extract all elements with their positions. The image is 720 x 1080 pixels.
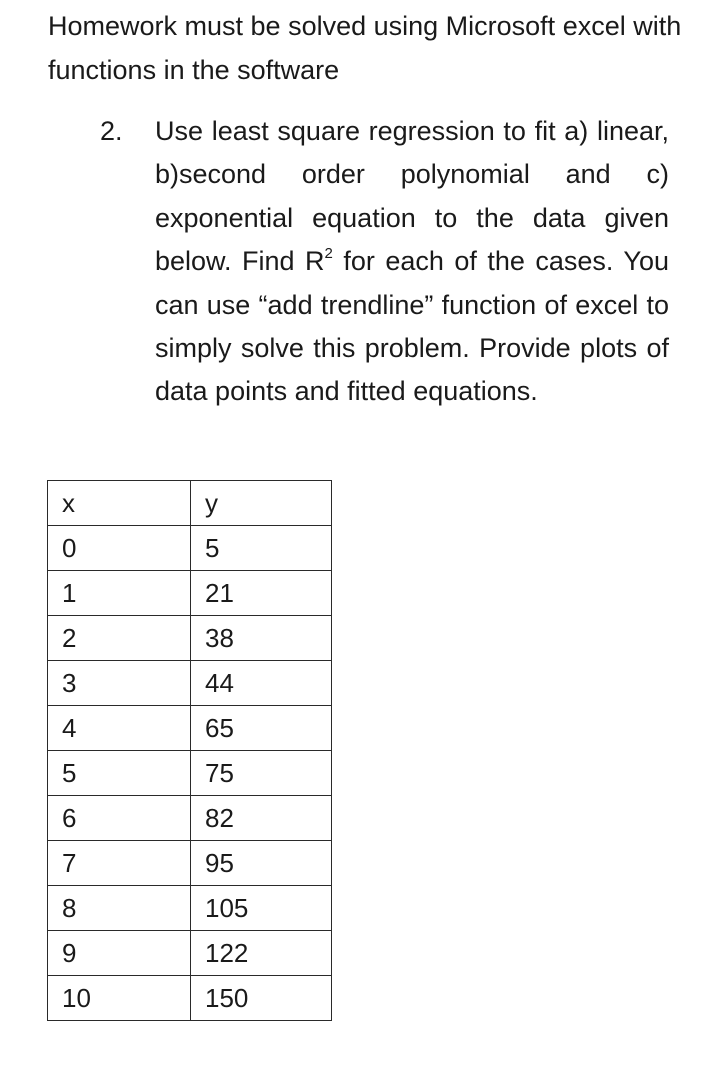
data-table bbox=[47, 480, 332, 1021]
problem-text-part-2: for each of the cases. You can use “add trendline” function of excel to simply solve this problem. Provide plots of data points and fitted equations. bbox=[155, 246, 669, 407]
table-row bbox=[48, 796, 332, 841]
cell-x: 2 bbox=[48, 616, 191, 661]
cell-y: 44 bbox=[191, 661, 332, 706]
cell-x: 9 bbox=[48, 931, 191, 976]
table-row bbox=[48, 616, 332, 661]
cell-y: 38 bbox=[191, 616, 332, 661]
table-row bbox=[48, 931, 332, 976]
table-row bbox=[48, 976, 332, 1021]
r-squared-superscript: 2 bbox=[324, 245, 333, 263]
table-row bbox=[48, 706, 332, 751]
cell-x: 7 bbox=[48, 841, 191, 886]
cell-x: 8 bbox=[48, 886, 191, 931]
cell-x: 1 bbox=[48, 571, 191, 616]
homework-instruction: Homework must be solved using Microsoft excel with functions in the software bbox=[48, 11, 682, 85]
column-header-y: y bbox=[191, 481, 332, 526]
cell-y: 150 bbox=[191, 976, 332, 1021]
cell-x: 3 bbox=[48, 661, 191, 706]
table-row bbox=[48, 841, 332, 886]
cell-y: 105 bbox=[191, 886, 332, 931]
cell-x: 6 bbox=[48, 796, 191, 841]
cell-y: 82 bbox=[191, 796, 332, 841]
cell-x: 4 bbox=[48, 706, 191, 751]
cell-y: 21 bbox=[191, 571, 332, 616]
cell-x: 0 bbox=[48, 526, 191, 571]
table-row bbox=[48, 526, 332, 571]
cell-x: 5 bbox=[48, 751, 191, 796]
table-row bbox=[48, 751, 332, 796]
problem-statement bbox=[155, 110, 669, 414]
table-row bbox=[48, 886, 332, 931]
table-row bbox=[48, 571, 332, 616]
column-header-x: x bbox=[48, 481, 191, 526]
table-row bbox=[48, 661, 332, 706]
cell-y: 5 bbox=[191, 526, 332, 571]
problem-number: 2. bbox=[100, 116, 123, 146]
cell-y: 75 bbox=[191, 751, 332, 796]
cell-x: 10 bbox=[48, 976, 191, 1021]
cell-y: 122 bbox=[191, 931, 332, 976]
problem-text-part-1: Use least square regression to fit a) linear, b)second order polynomial and c) exponential equation to the data given below. Find R bbox=[155, 116, 669, 277]
cell-y: 65 bbox=[191, 706, 332, 751]
table-header-row bbox=[48, 481, 332, 526]
cell-y: 95 bbox=[191, 841, 332, 886]
